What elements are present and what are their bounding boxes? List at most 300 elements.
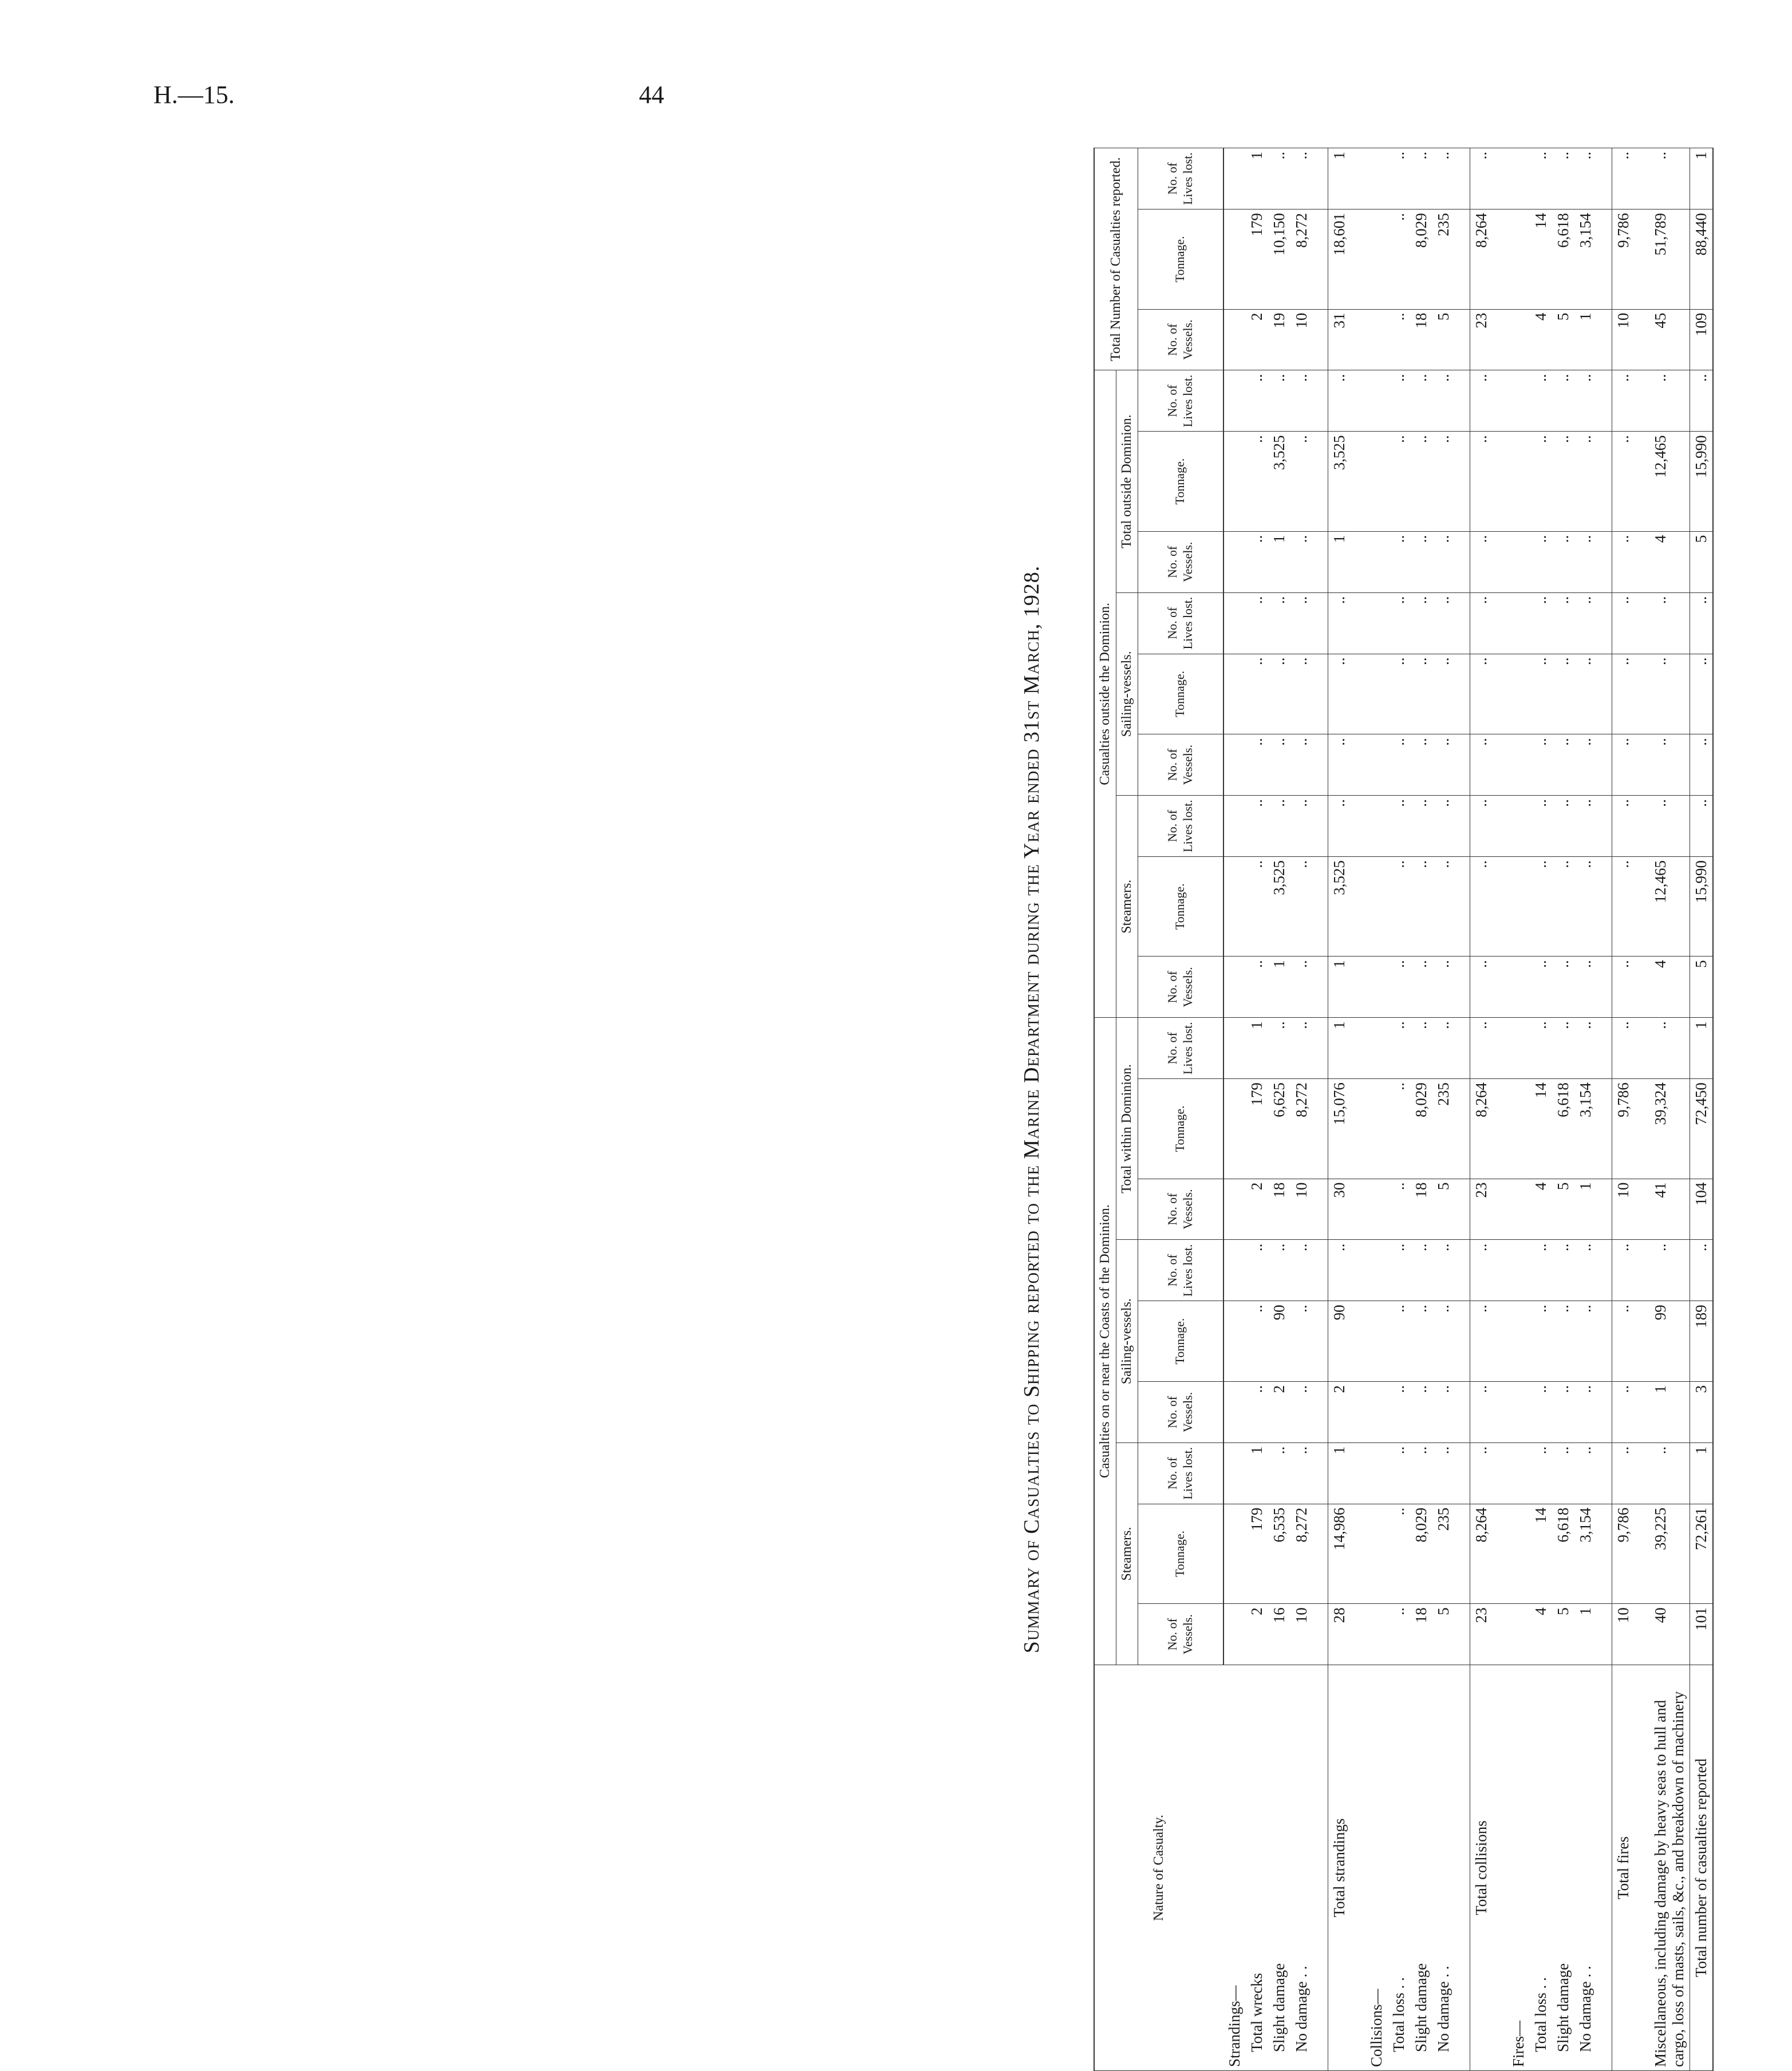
value-cell: 18,601 xyxy=(1328,210,1351,309)
spacer-cell xyxy=(1455,531,1470,592)
value-cell: .. xyxy=(1612,734,1635,796)
table-row xyxy=(1290,148,1313,2071)
table-row xyxy=(1649,148,1690,2071)
value-cell: .. xyxy=(1410,1442,1432,1504)
value-cell: 88,440 xyxy=(1690,210,1713,309)
lives-lost-header: No. of Lives lost. xyxy=(1138,1240,1223,1301)
summary-title: Summary of Casualties to Shipping reported to the Marine Department during the Year ended 31st March, 1928. xyxy=(1020,565,1044,1654)
value-cell: .. xyxy=(1268,1442,1290,1504)
row-label-cell xyxy=(1507,1665,1530,2071)
spacer-cell xyxy=(1597,1018,1612,1079)
page-number: 44 xyxy=(639,81,664,109)
row-label: Total number of casualties reported xyxy=(1692,1758,1710,1978)
header-steamers-near: Steamers. xyxy=(1116,1442,1138,1665)
spacer-cell xyxy=(1635,654,1649,734)
value-cell xyxy=(1365,309,1388,370)
value-cell: 4 xyxy=(1530,1604,1552,1665)
spacer-cell xyxy=(1313,796,1328,857)
spacer-cell xyxy=(1597,796,1612,857)
value-cell xyxy=(1507,148,1530,210)
header-total-number: Total Number of Casualties reported. xyxy=(1094,148,1138,370)
value-cell: 1 xyxy=(1328,1442,1351,1504)
value-cell: .. xyxy=(1388,210,1410,309)
spacer-cell xyxy=(1455,432,1470,531)
value-cell: 18 xyxy=(1268,1179,1290,1240)
row-label-cell xyxy=(1530,1665,1552,2071)
value-cell xyxy=(1365,1079,1388,1179)
value-cell: .. xyxy=(1690,370,1713,432)
value-cell: .. xyxy=(1574,1240,1597,1301)
spacer-cell xyxy=(1493,734,1507,796)
value-cell: .. xyxy=(1328,654,1351,734)
value-cell: 45 xyxy=(1649,309,1690,370)
value-cell: .. xyxy=(1388,1240,1410,1301)
spacer-cell xyxy=(1351,957,1365,1018)
value-cell: 18 xyxy=(1410,1604,1432,1665)
value-cell: .. xyxy=(1246,957,1268,1018)
value-cell: .. xyxy=(1612,1301,1635,1382)
value-cell: .. xyxy=(1574,1442,1597,1504)
value-cell: 179 xyxy=(1246,1504,1268,1603)
value-cell: 5 xyxy=(1690,531,1713,592)
spacer-cell xyxy=(1313,1665,1328,2071)
spacer-cell xyxy=(1493,1240,1507,1301)
spacer-cell xyxy=(1635,1018,1649,1079)
value-cell: .. xyxy=(1246,531,1268,592)
value-cell xyxy=(1223,592,1246,654)
spacer-cell xyxy=(1635,1604,1649,1665)
spacer-cell xyxy=(1313,734,1328,796)
value-cell: 8,029 xyxy=(1410,1504,1432,1603)
vessels-header: No. of Vessels. xyxy=(1138,1179,1223,1240)
value-cell: .. xyxy=(1612,1240,1635,1301)
value-cell xyxy=(1507,734,1530,796)
value-cell xyxy=(1365,856,1388,956)
value-cell xyxy=(1223,370,1246,432)
value-cell: .. xyxy=(1470,432,1493,531)
value-cell: 15,076 xyxy=(1328,1079,1351,1179)
value-cell xyxy=(1365,210,1388,309)
value-cell: .. xyxy=(1612,856,1635,956)
value-cell: .. xyxy=(1649,1240,1690,1301)
value-cell: 1 xyxy=(1574,1179,1597,1240)
value-cell: .. xyxy=(1388,432,1410,531)
value-cell: .. xyxy=(1290,370,1313,432)
value-cell: .. xyxy=(1690,796,1713,857)
tonnage-header: Tonnage. xyxy=(1138,1079,1223,1179)
value-cell: .. xyxy=(1268,654,1290,734)
value-cell: 10 xyxy=(1612,309,1635,370)
value-cell: .. xyxy=(1612,1442,1635,1504)
value-cell: 1 xyxy=(1246,1018,1268,1079)
spacer-cell xyxy=(1493,1665,1507,2071)
value-cell: .. xyxy=(1530,1442,1552,1504)
value-cell: .. xyxy=(1552,1301,1574,1382)
value-cell: .. xyxy=(1432,1301,1455,1382)
row-label: Slight damage xyxy=(1270,1963,1288,2052)
value-cell xyxy=(1507,210,1530,309)
spacer-cell xyxy=(1635,957,1649,1018)
value-cell: 14,986 xyxy=(1328,1504,1351,1603)
value-cell: .. xyxy=(1574,796,1597,857)
value-cell: .. xyxy=(1530,1301,1552,1382)
value-cell: 1 xyxy=(1690,1442,1713,1504)
spacer-cell xyxy=(1635,1442,1649,1504)
value-cell: 99 xyxy=(1649,1301,1690,1382)
value-cell: .. xyxy=(1612,370,1635,432)
value-cell: .. xyxy=(1574,856,1597,956)
spacer-cell xyxy=(1493,957,1507,1018)
value-cell: 41 xyxy=(1649,1179,1690,1240)
value-cell: .. xyxy=(1612,957,1635,1018)
value-cell: .. xyxy=(1574,432,1597,531)
vessels-header: No. of Vessels. xyxy=(1138,309,1223,370)
value-cell: .. xyxy=(1290,957,1313,1018)
value-cell: .. xyxy=(1552,370,1574,432)
spacer-cell xyxy=(1493,148,1507,210)
value-cell: .. xyxy=(1470,1240,1493,1301)
value-cell: 8,029 xyxy=(1410,1079,1432,1179)
value-cell: 72,450 xyxy=(1690,1079,1713,1179)
value-cell xyxy=(1223,1018,1246,1079)
value-cell: 101 xyxy=(1690,1604,1713,1665)
value-cell: .. xyxy=(1530,531,1552,592)
value-cell: .. xyxy=(1470,1382,1493,1443)
spacer-cell xyxy=(1351,734,1365,796)
value-cell: 18 xyxy=(1410,309,1432,370)
value-cell xyxy=(1507,1301,1530,1382)
spacer-cell xyxy=(1597,1604,1612,1665)
value-cell: .. xyxy=(1410,148,1432,210)
spacer-cell xyxy=(1493,1018,1507,1079)
spacer-cell xyxy=(1351,432,1365,531)
row-label-cell xyxy=(1223,1665,1246,2071)
value-cell xyxy=(1223,856,1246,956)
value-cell: 6,618 xyxy=(1552,1079,1574,1179)
spacer-cell xyxy=(1493,1604,1507,1665)
value-cell: 10 xyxy=(1290,1179,1313,1240)
spacer-cell xyxy=(1597,210,1612,309)
spacer-cell xyxy=(1493,1079,1507,1179)
value-cell: .. xyxy=(1552,734,1574,796)
row-label: Fires— xyxy=(1509,2021,1527,2067)
value-cell: .. xyxy=(1388,1604,1410,1665)
value-cell: .. xyxy=(1388,309,1410,370)
value-cell: 3,525 xyxy=(1268,856,1290,956)
value-cell: 6,618 xyxy=(1552,1504,1574,1603)
spacer-cell xyxy=(1635,309,1649,370)
spacer-cell xyxy=(1597,1301,1612,1382)
value-cell: .. xyxy=(1470,734,1493,796)
spacer-cell xyxy=(1351,1018,1365,1079)
header-total-outside: Total outside Dominion. xyxy=(1116,370,1138,592)
value-cell xyxy=(1507,1240,1530,1301)
value-cell: 9,786 xyxy=(1612,1079,1635,1179)
value-cell: .. xyxy=(1328,796,1351,857)
value-cell: 6,625 xyxy=(1268,1079,1290,1179)
table-row xyxy=(1268,148,1290,2071)
table-row xyxy=(1574,148,1597,2071)
value-cell: 23 xyxy=(1470,309,1493,370)
value-cell xyxy=(1223,309,1246,370)
row-label-cell xyxy=(1290,1665,1313,2071)
value-cell xyxy=(1365,654,1388,734)
spacer-cell xyxy=(1493,856,1507,956)
value-cell: 18 xyxy=(1410,1179,1432,1240)
spacer-cell xyxy=(1313,309,1328,370)
value-cell: .. xyxy=(1552,592,1574,654)
spacer-cell xyxy=(1597,531,1612,592)
spacer-cell xyxy=(1493,592,1507,654)
row-label-cell xyxy=(1365,1665,1388,2071)
value-cell: .. xyxy=(1432,1240,1455,1301)
value-cell: .. xyxy=(1388,654,1410,734)
lives-lost-header: No. of Lives lost. xyxy=(1138,1018,1223,1079)
value-cell: 3,525 xyxy=(1268,432,1290,531)
value-cell: 2 xyxy=(1246,1179,1268,1240)
lives-lost-header: No. of Lives lost. xyxy=(1138,796,1223,857)
spacer-cell xyxy=(1455,654,1470,734)
value-cell: .. xyxy=(1612,1382,1635,1443)
value-cell: .. xyxy=(1612,432,1635,531)
value-cell: 3 xyxy=(1690,1382,1713,1443)
value-cell xyxy=(1223,531,1246,592)
value-cell xyxy=(1507,856,1530,956)
row-label: No damage . . xyxy=(1576,1966,1594,2052)
table-row xyxy=(1410,148,1432,2071)
value-cell: .. xyxy=(1690,734,1713,796)
tonnage-header: Tonnage. xyxy=(1138,1504,1223,1603)
value-cell: .. xyxy=(1530,370,1552,432)
value-cell: 3,525 xyxy=(1328,432,1351,531)
table-row xyxy=(1246,148,1268,2071)
value-cell: 9,786 xyxy=(1612,210,1635,309)
value-cell: 23 xyxy=(1470,1179,1493,1240)
value-cell: 3,154 xyxy=(1574,210,1597,309)
value-cell: .. xyxy=(1410,432,1432,531)
row-label-cell xyxy=(1432,1665,1455,2071)
value-cell: 8,264 xyxy=(1470,210,1493,309)
row-label-cell xyxy=(1410,1665,1432,2071)
value-cell: .. xyxy=(1690,1240,1713,1301)
spacer-cell xyxy=(1351,210,1365,309)
value-cell: .. xyxy=(1432,432,1455,531)
value-cell: .. xyxy=(1290,592,1313,654)
value-cell: .. xyxy=(1432,734,1455,796)
spacer-cell xyxy=(1455,210,1470,309)
value-cell: .. xyxy=(1388,796,1410,857)
value-cell xyxy=(1223,734,1246,796)
spacer-cell xyxy=(1313,531,1328,592)
value-cell: 14 xyxy=(1530,210,1552,309)
spacer-cell xyxy=(1493,309,1507,370)
value-cell: .. xyxy=(1552,1018,1574,1079)
value-cell: 3,154 xyxy=(1574,1504,1597,1603)
value-cell: .. xyxy=(1432,148,1455,210)
spacer-cell xyxy=(1635,1382,1649,1443)
spacer-cell xyxy=(1313,592,1328,654)
row-label-cell xyxy=(1246,1665,1268,2071)
value-cell xyxy=(1507,1442,1530,1504)
spacer-cell xyxy=(1493,1442,1507,1504)
table-row xyxy=(1690,148,1713,2071)
value-cell: 1 xyxy=(1328,1018,1351,1079)
value-cell xyxy=(1365,1301,1388,1382)
spacer-cell xyxy=(1635,432,1649,531)
rotated-table-page xyxy=(1019,148,1792,2071)
value-cell: .. xyxy=(1432,957,1455,1018)
spacer-cell xyxy=(1493,1179,1507,1240)
value-cell: .. xyxy=(1552,856,1574,956)
value-cell: 5 xyxy=(1432,1604,1455,1665)
spacer-cell xyxy=(1313,210,1328,309)
value-cell: 1 xyxy=(1649,1382,1690,1443)
header-nature: Nature of Casualty. xyxy=(1094,1665,1223,2071)
spacer-cell xyxy=(1493,432,1507,531)
value-cell xyxy=(1223,1442,1246,1504)
value-cell: 72,261 xyxy=(1690,1504,1713,1603)
value-cell: .. xyxy=(1552,796,1574,857)
table-row xyxy=(1530,148,1552,2071)
spacer-cell xyxy=(1313,1018,1328,1079)
value-cell xyxy=(1365,1504,1388,1603)
spacer-cell xyxy=(1351,1504,1365,1603)
value-cell: .. xyxy=(1432,531,1455,592)
spacer-cell xyxy=(1351,654,1365,734)
value-cell: .. xyxy=(1470,531,1493,592)
value-cell: 8,272 xyxy=(1290,1504,1313,1603)
value-cell: .. xyxy=(1290,1442,1313,1504)
value-cell: .. xyxy=(1432,1382,1455,1443)
casualty-summary-table xyxy=(1094,148,1714,2071)
value-cell xyxy=(1507,957,1530,1018)
value-cell xyxy=(1507,592,1530,654)
value-cell: .. xyxy=(1530,654,1552,734)
value-cell: .. xyxy=(1388,957,1410,1018)
value-cell xyxy=(1507,654,1530,734)
value-cell: 1 xyxy=(1246,1442,1268,1504)
vessels-header: No. of Vessels. xyxy=(1138,1604,1223,1665)
row-label: Slight damage xyxy=(1412,1963,1430,2052)
spacer-cell xyxy=(1635,210,1649,309)
value-cell: 31 xyxy=(1328,309,1351,370)
table-row xyxy=(1365,148,1388,2071)
value-cell: .. xyxy=(1574,370,1597,432)
value-cell: .. xyxy=(1432,1442,1455,1504)
spacer-cell xyxy=(1635,1504,1649,1603)
value-cell xyxy=(1365,1442,1388,1504)
value-cell: 1 xyxy=(1328,531,1351,592)
value-cell xyxy=(1223,1179,1246,1240)
value-cell: .. xyxy=(1410,592,1432,654)
value-cell: .. xyxy=(1290,148,1313,210)
value-cell: .. xyxy=(1649,796,1690,857)
spacer-cell xyxy=(1635,148,1649,210)
value-cell: .. xyxy=(1246,856,1268,956)
value-cell: 23 xyxy=(1470,1604,1493,1665)
value-cell: 6,618 xyxy=(1552,210,1574,309)
value-cell: 1 xyxy=(1574,309,1597,370)
value-cell xyxy=(1223,957,1246,1018)
value-cell xyxy=(1223,148,1246,210)
spacer-row xyxy=(1455,148,1470,2071)
value-cell: 1 xyxy=(1574,1604,1597,1665)
value-cell: .. xyxy=(1470,796,1493,857)
value-cell xyxy=(1507,1604,1530,1665)
value-cell: 2 xyxy=(1246,309,1268,370)
spacer-cell xyxy=(1493,796,1507,857)
row-label-cell xyxy=(1649,1665,1690,2071)
value-cell: .. xyxy=(1388,734,1410,796)
header-sailing-outside: Sailing-vessels. xyxy=(1116,592,1138,795)
value-cell: .. xyxy=(1432,796,1455,857)
value-cell: 10,150 xyxy=(1268,210,1290,309)
spacer-cell xyxy=(1597,1504,1612,1603)
header-total-within: Total within Dominion. xyxy=(1116,1018,1138,1240)
value-cell xyxy=(1365,957,1388,1018)
value-cell xyxy=(1223,1240,1246,1301)
value-cell: 28 xyxy=(1328,1604,1351,1665)
value-cell: .. xyxy=(1470,1301,1493,1382)
spacer-cell xyxy=(1313,1079,1328,1179)
spacer-cell xyxy=(1313,1301,1328,1382)
page-code: H.—15. xyxy=(153,81,235,109)
spacer-cell xyxy=(1597,1382,1612,1443)
value-cell: .. xyxy=(1530,957,1552,1018)
value-cell: .. xyxy=(1246,1240,1268,1301)
value-cell: .. xyxy=(1470,1442,1493,1504)
tonnage-header: Tonnage. xyxy=(1138,1301,1223,1382)
value-cell: .. xyxy=(1246,654,1268,734)
value-cell xyxy=(1223,210,1246,309)
spacer-cell xyxy=(1635,531,1649,592)
tonnage-header: Tonnage. xyxy=(1138,654,1223,734)
spacer-cell xyxy=(1597,654,1612,734)
spacer-cell xyxy=(1597,148,1612,210)
value-cell: .. xyxy=(1612,531,1635,592)
value-cell: 235 xyxy=(1432,1504,1455,1603)
spacer-cell xyxy=(1597,1665,1612,2071)
value-cell: 5 xyxy=(1432,309,1455,370)
value-cell xyxy=(1507,1504,1530,1603)
value-cell: .. xyxy=(1290,654,1313,734)
row-label: Total loss . . xyxy=(1390,1977,1407,2052)
value-cell: 2 xyxy=(1328,1382,1351,1443)
value-cell: .. xyxy=(1388,1179,1410,1240)
spacer-cell xyxy=(1313,654,1328,734)
value-cell: .. xyxy=(1388,592,1410,654)
value-cell: .. xyxy=(1574,654,1597,734)
row-label-cell xyxy=(1268,1665,1290,2071)
spacer-cell xyxy=(1313,148,1328,210)
value-cell: .. xyxy=(1432,1018,1455,1079)
spacer-cell xyxy=(1635,1301,1649,1382)
value-cell: 39,225 xyxy=(1649,1504,1690,1603)
row-label: Total collisions xyxy=(1472,1820,1490,1915)
value-cell xyxy=(1223,796,1246,857)
value-cell: 10 xyxy=(1612,1179,1635,1240)
value-cell: .. xyxy=(1470,148,1493,210)
value-cell: .. xyxy=(1410,1382,1432,1443)
value-cell xyxy=(1507,1179,1530,1240)
spacer-cell xyxy=(1493,654,1507,734)
value-cell: .. xyxy=(1574,148,1597,210)
spacer-cell xyxy=(1597,1079,1612,1179)
spacer-cell xyxy=(1455,856,1470,956)
table-row xyxy=(1552,148,1574,2071)
spacer-cell xyxy=(1351,531,1365,592)
spacer-row xyxy=(1493,148,1507,2071)
